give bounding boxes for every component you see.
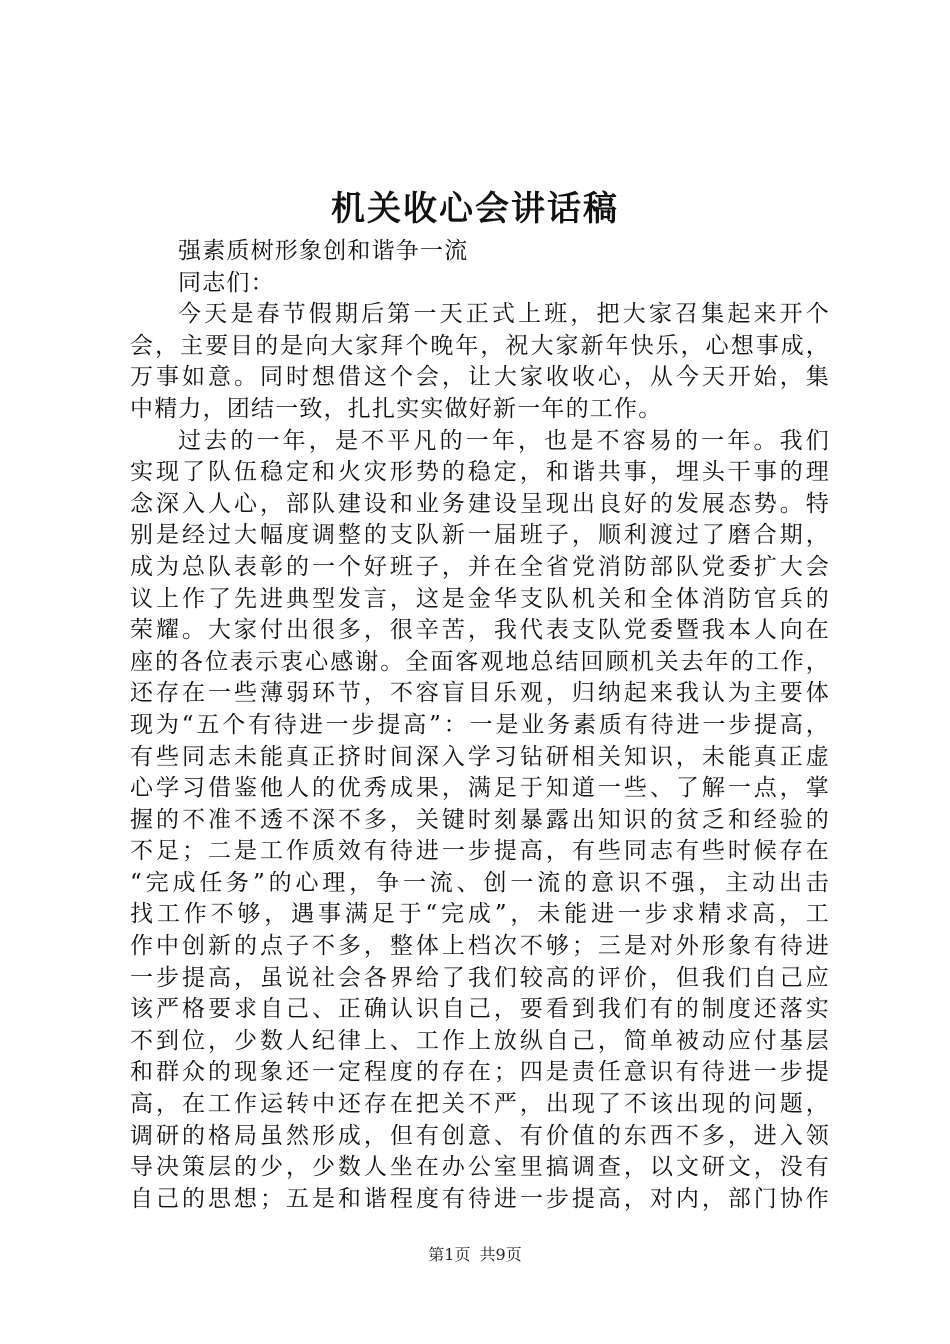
paragraph-line: 该严格要求自己、正确认识自己，要看到我们有的制度还落实 bbox=[130, 996, 830, 1023]
page-total: 共9页 bbox=[479, 1245, 522, 1264]
document-body bbox=[130, 236, 830, 1215]
paragraph-line: “完成任务”的心理，争一流、创一流的意识不强，主动出击 bbox=[130, 869, 830, 896]
paragraph-line: 念深入人心，部队建设和业务建设呈现出良好的发展态势。特 bbox=[130, 490, 830, 517]
paragraph-line: 调研的格局虽然形成，但有创意、有价值的东西不多，进入领 bbox=[130, 1122, 830, 1149]
paragraph-line: 高，在工作运转中还存在把关不严，出现了不该出现的问题， bbox=[130, 1091, 830, 1118]
paragraph-line: 万事如意。同时想借这个会，让大家收收心，从今天开始，集 bbox=[130, 364, 830, 391]
paragraph-line: 成为总队表彰的一个好班子，并在全省党消防部队党委扩大会 bbox=[130, 553, 830, 580]
paragraph-line: 实现了队伍稳定和火灾形势的稳定，和谐共事，埋头干事的理 bbox=[130, 459, 830, 486]
paragraph-line: 荣耀。大家付出很多，很辛苦，我代表支队党委暨我本人向在 bbox=[130, 617, 830, 644]
paragraph-line: 今天是春节假期后第一天正式上班，把大家召集起来开个 bbox=[178, 301, 830, 328]
paragraph-line: 导决策层的少，少数人坐在办公室里搞调查，以文研文，没有 bbox=[130, 1154, 830, 1181]
paragraph-line: 不足；二是工作质效有待进一步提高，有些同志有些时候存在 bbox=[130, 838, 830, 865]
paragraph-line: 不到位，少数人纪律上、工作上放纵自己，简单被动应付基层 bbox=[130, 1027, 830, 1054]
paragraph-line: 现为“五个有待进一步提高”：一是业务素质有待进一步提高， bbox=[130, 711, 830, 738]
paragraph-line: 心学习借鉴他人的优秀成果，满足于知道一些、了解一点，掌 bbox=[130, 775, 830, 802]
salutation-line: 同志们： bbox=[178, 269, 275, 296]
paragraph-line: 找工作不够，遇事满足于“完成”，未能进一步求精求高，工 bbox=[130, 901, 830, 928]
page-number: 第1页 bbox=[428, 1245, 471, 1264]
paragraph-line: 座的各位表示衷心感谢。全面客观地总结回顾机关去年的工作， bbox=[130, 648, 830, 675]
paragraph-line: 别是经过大幅度调整的支队新一届班子，顺利渡过了磨合期， bbox=[130, 522, 830, 549]
paragraph-line: 有些同志未能真正挤时间深入学习钻研相关知识，未能真正虚 bbox=[130, 743, 830, 770]
paragraph-line: 还存在一些薄弱环节，不容盲目乐观，归纳起来我认为主要体 bbox=[130, 680, 830, 707]
paragraph-line: 议上作了先进典型发言，这是金华支队机关和全体消防官兵的 bbox=[130, 585, 830, 612]
document-title: 机关收心会讲话稿 bbox=[331, 189, 619, 229]
paragraph-line: 作中创新的点子不多，整体上档次不够；三是对外形象有待进 bbox=[130, 933, 830, 960]
paragraph-line: 握的不准不透不深不多，关键时刻暴露出知识的贫乏和经验的 bbox=[130, 806, 830, 833]
paragraph-line: 自己的思想；五是和谐程度有待进一步提高，对内，部门协作 bbox=[130, 1185, 830, 1212]
paragraph-line: 会，主要目的是向大家拜个晚年，祝大家新年快乐，心想事成， bbox=[130, 332, 830, 359]
page-footer bbox=[0, 1243, 950, 1267]
paragraph-line: 过去的一年，是不平凡的一年，也是不容易的一年。我们 bbox=[178, 427, 830, 454]
paragraph-line: 一步提高，虽说社会各界给了我们较高的评价，但我们自己应 bbox=[130, 964, 830, 991]
paragraph-line: 中精力，团结一致，扎扎实实做好新一年的工作。 bbox=[130, 395, 663, 422]
paragraph-line: 和群众的现象还一定程度的存在；四是责任意识有待进一步提 bbox=[130, 1059, 830, 1086]
subtitle-line: 强素质树形象创和谐争一流 bbox=[178, 238, 469, 264]
